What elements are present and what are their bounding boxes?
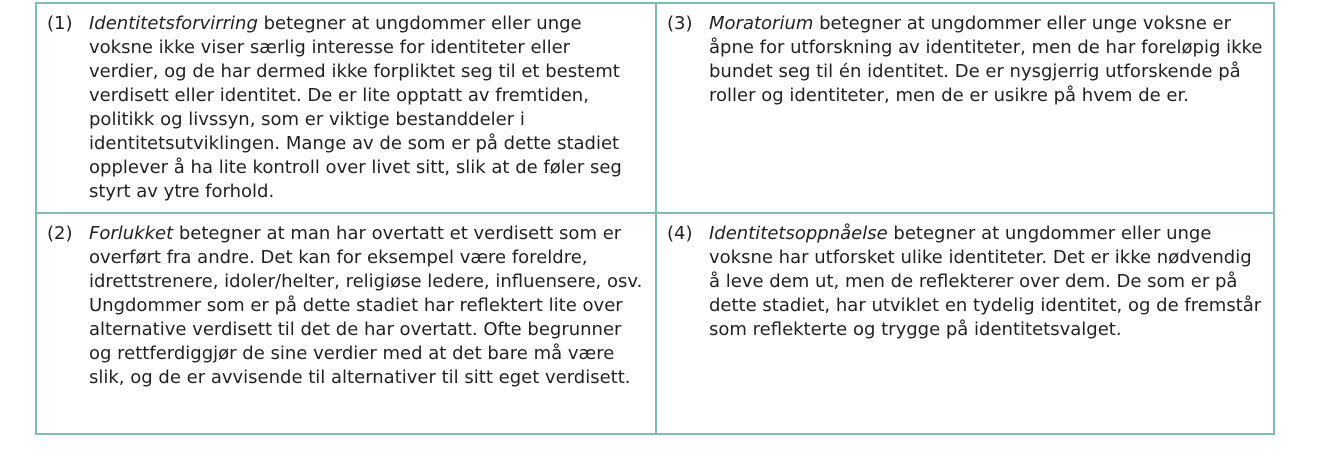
item-term: Moratorium	[709, 13, 814, 34]
item-number: (4)	[667, 223, 693, 244]
item-term: Identitetsforvirring	[89, 13, 258, 34]
item-description	[89, 222, 645, 390]
item-term: Identitetsoppnåelse	[709, 223, 888, 244]
item-text: betegner at ungdommer eller unge voksne ikke viser særlig interesse for identiteter eller verdier, og de har dermed ikke forpliktet seg til et bestemt verdisett eller identitet. De er lite opptatt av fremtiden, politikk og livssyn, som er viktige bestanddeler i identitetsutviklingen. Mange av de som er på dette stadiet opplever å ha lite kontroll over livet sitt, slik at de føler seg styrt av ytre forhold.	[89, 13, 622, 202]
identity-status-table	[35, 2, 1275, 435]
item-number: (1)	[47, 13, 73, 34]
item-text: betegner at man har overtatt et verdisett som er overført fra andre. Det kan for eksempel være foreldre, idrettstrenere, idoler/helter, religiøse ledere, influensere, osv. Ungdommer som er på dette stadiet har reflektert lite over alternative verdisett til det de har overtatt. Ofte begrunner og rettferdiggjør de sine verdier med at det bare må være slik, og de er avvisende til alternativer til sitt eget verdisett.	[89, 223, 643, 388]
item-number: (2)	[47, 223, 73, 244]
item-text: betegner at ungdommer eller unge voksne har utforsket ulike identiteter. Det er ikke nødvendig å leve dem ut, men de reflekterer over dem. De som er på dette stadiet, har utviklet en tydelig identitet, og de fremstår som reflekterte og trygge på identitetsvalget.	[709, 223, 1262, 340]
item-description	[89, 12, 645, 204]
item-description	[709, 12, 1265, 108]
item-text: betegner at ungdommer eller unge voksne er åpne for utforskning av identiteter, men de har foreløpig ikke bundet seg til én identitet. De er nysgjerrig utforskende på roller og identiteter, men de er usikre på hvem de er.	[709, 13, 1263, 106]
table-cell-foreclosure	[37, 214, 657, 433]
table-cell-identity-achievement	[657, 214, 1275, 433]
item-term: Forlukket	[89, 223, 174, 244]
item-number: (3)	[667, 13, 693, 34]
table-cell-moratorium	[657, 4, 1275, 214]
item-description	[709, 222, 1265, 342]
table-cell-identity-diffusion	[37, 4, 657, 214]
